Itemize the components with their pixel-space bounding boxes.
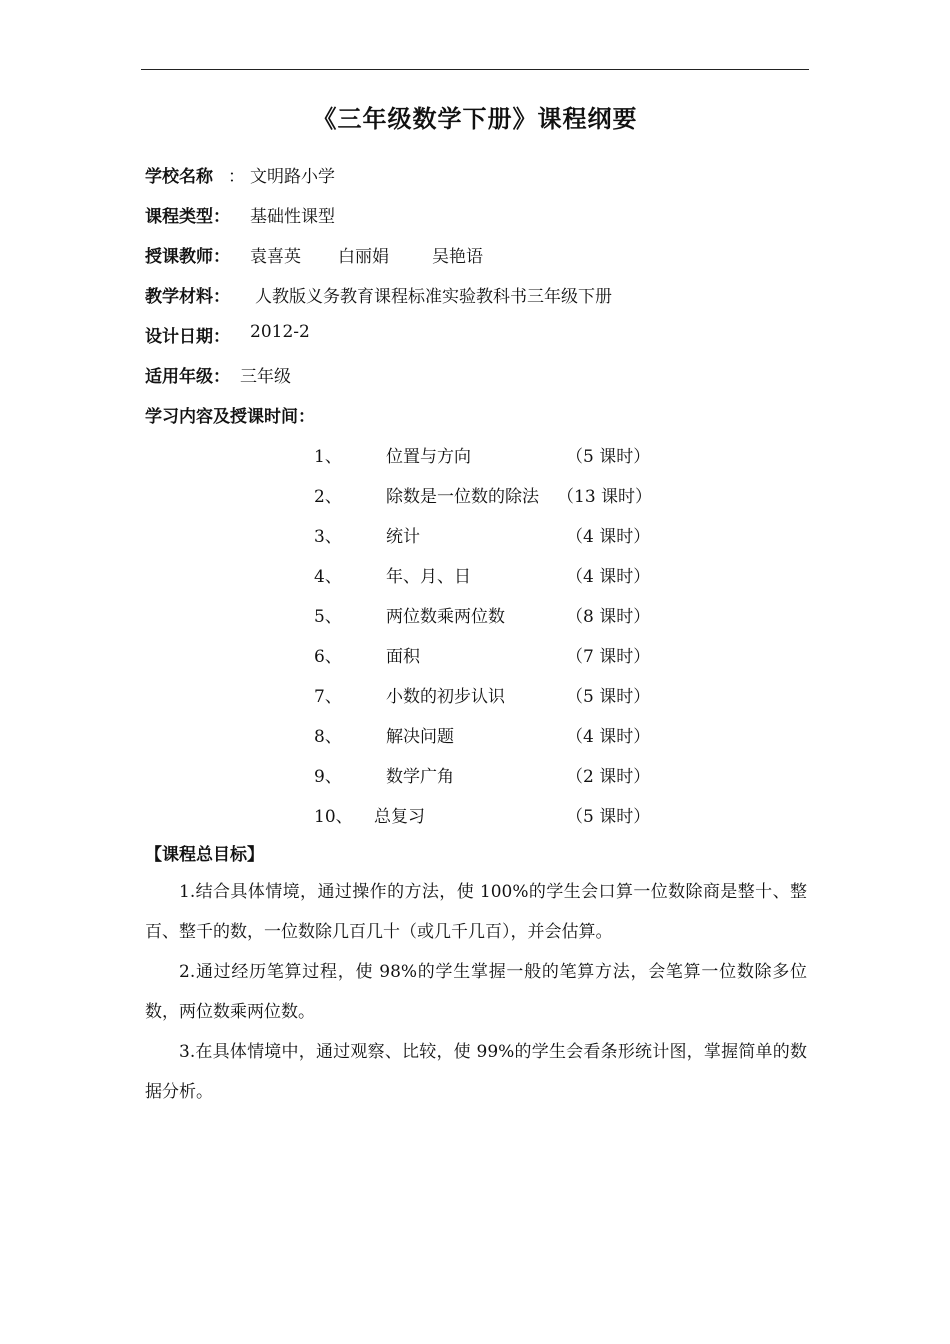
field-label: 课程类型：	[145, 207, 230, 227]
unit-name: 统计	[386, 527, 420, 547]
goals-heading: 【课程总目标】	[145, 845, 264, 865]
unit-name: 数学广角	[386, 767, 454, 787]
unit-name: 小数的初步认识	[386, 687, 505, 707]
field-value: 2012-2	[250, 322, 310, 342]
unit-hours: （5 课时）	[566, 447, 651, 467]
unit-hours: （4 课时）	[566, 527, 651, 547]
unit-hours: （2 课时）	[566, 767, 651, 787]
field-label: 教学材料：	[145, 287, 230, 307]
goal-paragraph: 1.结合具体情境，通过操作的方法，使 100%的学生会口算一位数除商是整十、整百、整千的数，一位数除几百几十（或几千几百），并会估算。	[145, 882, 807, 942]
unit-name: 除数是一位数的除法	[386, 487, 539, 507]
field-value: 三年级	[240, 367, 291, 387]
unit-number: 5、	[314, 607, 342, 627]
unit-number: 6、	[314, 647, 342, 667]
unit-name: 面积	[386, 647, 420, 667]
field-value: 人教版义务教育课程标准实验教科书三年级下册	[255, 287, 612, 307]
unit-name: 位置与方向	[386, 447, 471, 467]
unit-number: 7、	[314, 687, 342, 707]
unit-number: 1、	[314, 447, 342, 467]
unit-name: 两位数乘两位数	[386, 607, 505, 627]
unit-hours: （5 课时）	[566, 687, 651, 707]
unit-name: 总复习	[374, 807, 425, 827]
field-label: 适用年级：	[145, 367, 230, 387]
teacher-name: 吴艳语	[432, 247, 483, 267]
unit-number: 10、	[314, 807, 353, 827]
unit-name: 年、月、日	[386, 567, 471, 587]
header-rule	[141, 69, 809, 70]
goal-paragraph: 3.在具体情境中，通过观察、比较，使 99%的学生会看条形统计图，掌握简单的数据分析。	[145, 1042, 807, 1102]
field-value: 基础性课型	[250, 207, 335, 227]
unit-name: 解决问题	[386, 727, 454, 747]
document-title: 《三年级数学下册》课程纲要	[312, 105, 638, 133]
unit-number: 9、	[314, 767, 342, 787]
field-label: 学习内容及授课时间：	[145, 407, 315, 427]
unit-number: 8、	[314, 727, 342, 747]
field-label: 学校名称	[145, 167, 213, 187]
field-value: 文明路小学	[250, 167, 335, 187]
teacher-name: 白丽娟	[338, 247, 389, 267]
field-separator: ：	[228, 167, 245, 187]
unit-hours: （4 课时）	[566, 727, 651, 747]
unit-hours: （4 课时）	[566, 567, 651, 587]
goal-paragraph: 2.通过经历笔算过程，使 98%的学生掌握一般的笔算方法，会笔算一位数除多位数，两位数乘两位数。	[145, 962, 807, 1022]
field-label: 授课教师：	[145, 247, 230, 267]
field-label: 设计日期：	[145, 327, 230, 347]
unit-hours: （5 课时）	[566, 807, 651, 827]
unit-hours: （7 课时）	[566, 647, 651, 667]
unit-hours: （13 课时）	[557, 487, 653, 507]
teacher-name: 袁喜英	[250, 247, 301, 267]
unit-number: 3、	[314, 527, 342, 547]
unit-number: 2、	[314, 487, 342, 507]
unit-hours: （8 课时）	[566, 607, 651, 627]
unit-number: 4、	[314, 567, 342, 587]
